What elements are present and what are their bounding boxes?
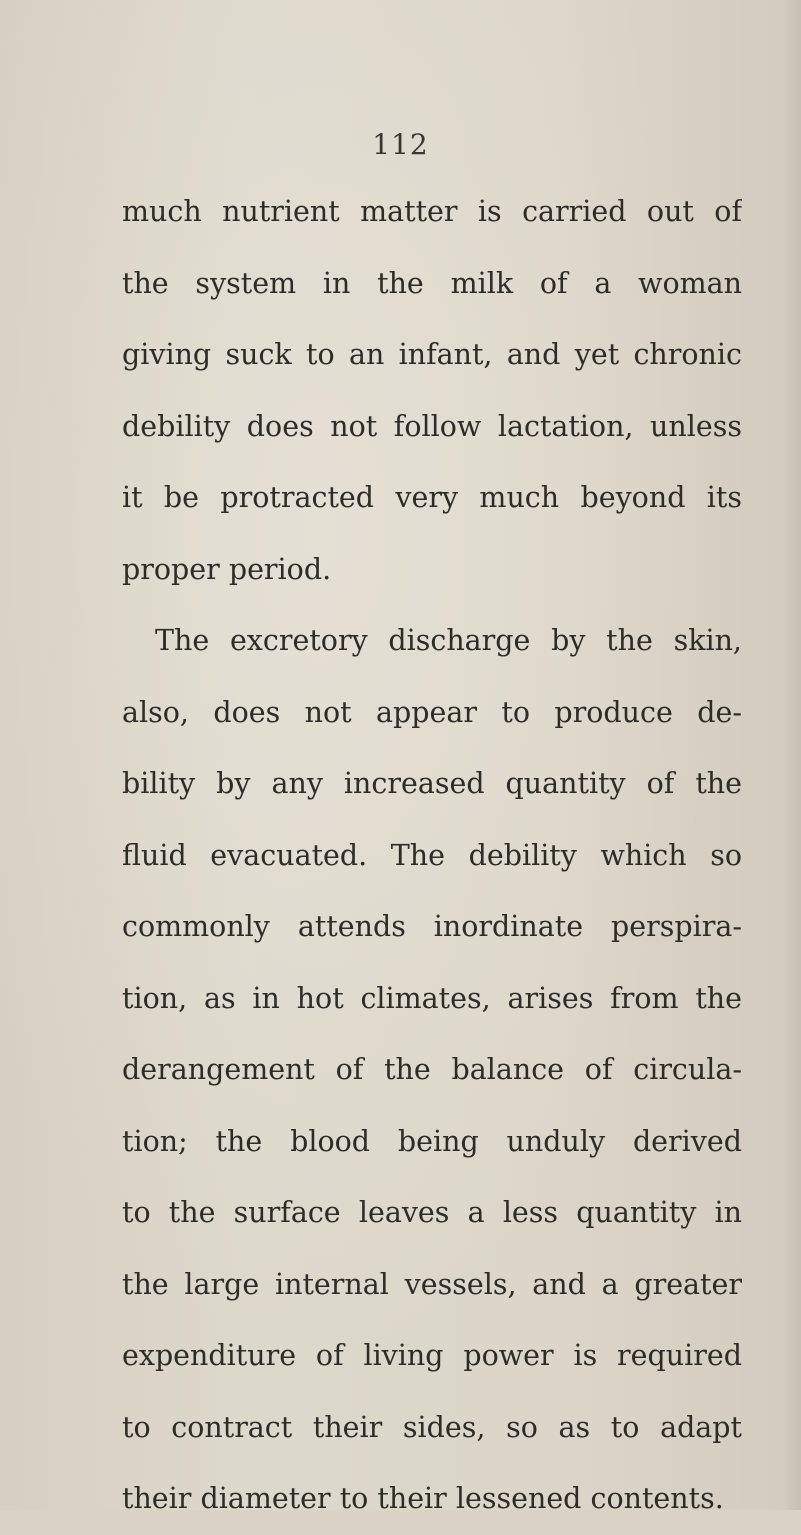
paragraph-end-line: proper period. (122, 552, 332, 586)
text-line: to contract their sides, so as to adapt (122, 1410, 742, 1444)
body-text (122, 176, 742, 1535)
text-line: derangement of the balance of circula- (122, 1053, 742, 1086)
text-line: the system in the milk of a woman (122, 266, 742, 300)
page-edge-shadow (783, 0, 801, 1510)
text-line: it be protracted very much beyond its (122, 481, 742, 514)
paragraph-end-line: their diameter to their lessened contents. (122, 1482, 724, 1515)
text-line: much nutrient matter is carried out of (122, 195, 742, 228)
text-line: the large internal vessels, and a greater (122, 1267, 742, 1301)
text-line: to the surface leaves a less quantity in (122, 1196, 742, 1229)
text-line: commonly attends inordinate perspira- (122, 910, 742, 943)
text-line: also, does not appear to produce de- (122, 695, 742, 729)
page-number: 112 (372, 128, 429, 161)
text-line: expenditure of living power is required (122, 1339, 742, 1372)
text-line: debility does not follow lactation, unless (122, 409, 742, 443)
text-line: bility by any increased quantity of the (122, 767, 742, 800)
text-line: fluid evacuated. The debility which so (122, 838, 742, 872)
text-line: tion; the blood being unduly derived (122, 1124, 742, 1158)
text-line: giving suck to an infant, and yet chronic (122, 338, 742, 371)
paragraph-start-line: The excretory discharge by the skin, (155, 624, 742, 657)
text-line: tion, as in hot climates, arises from the (122, 981, 742, 1015)
